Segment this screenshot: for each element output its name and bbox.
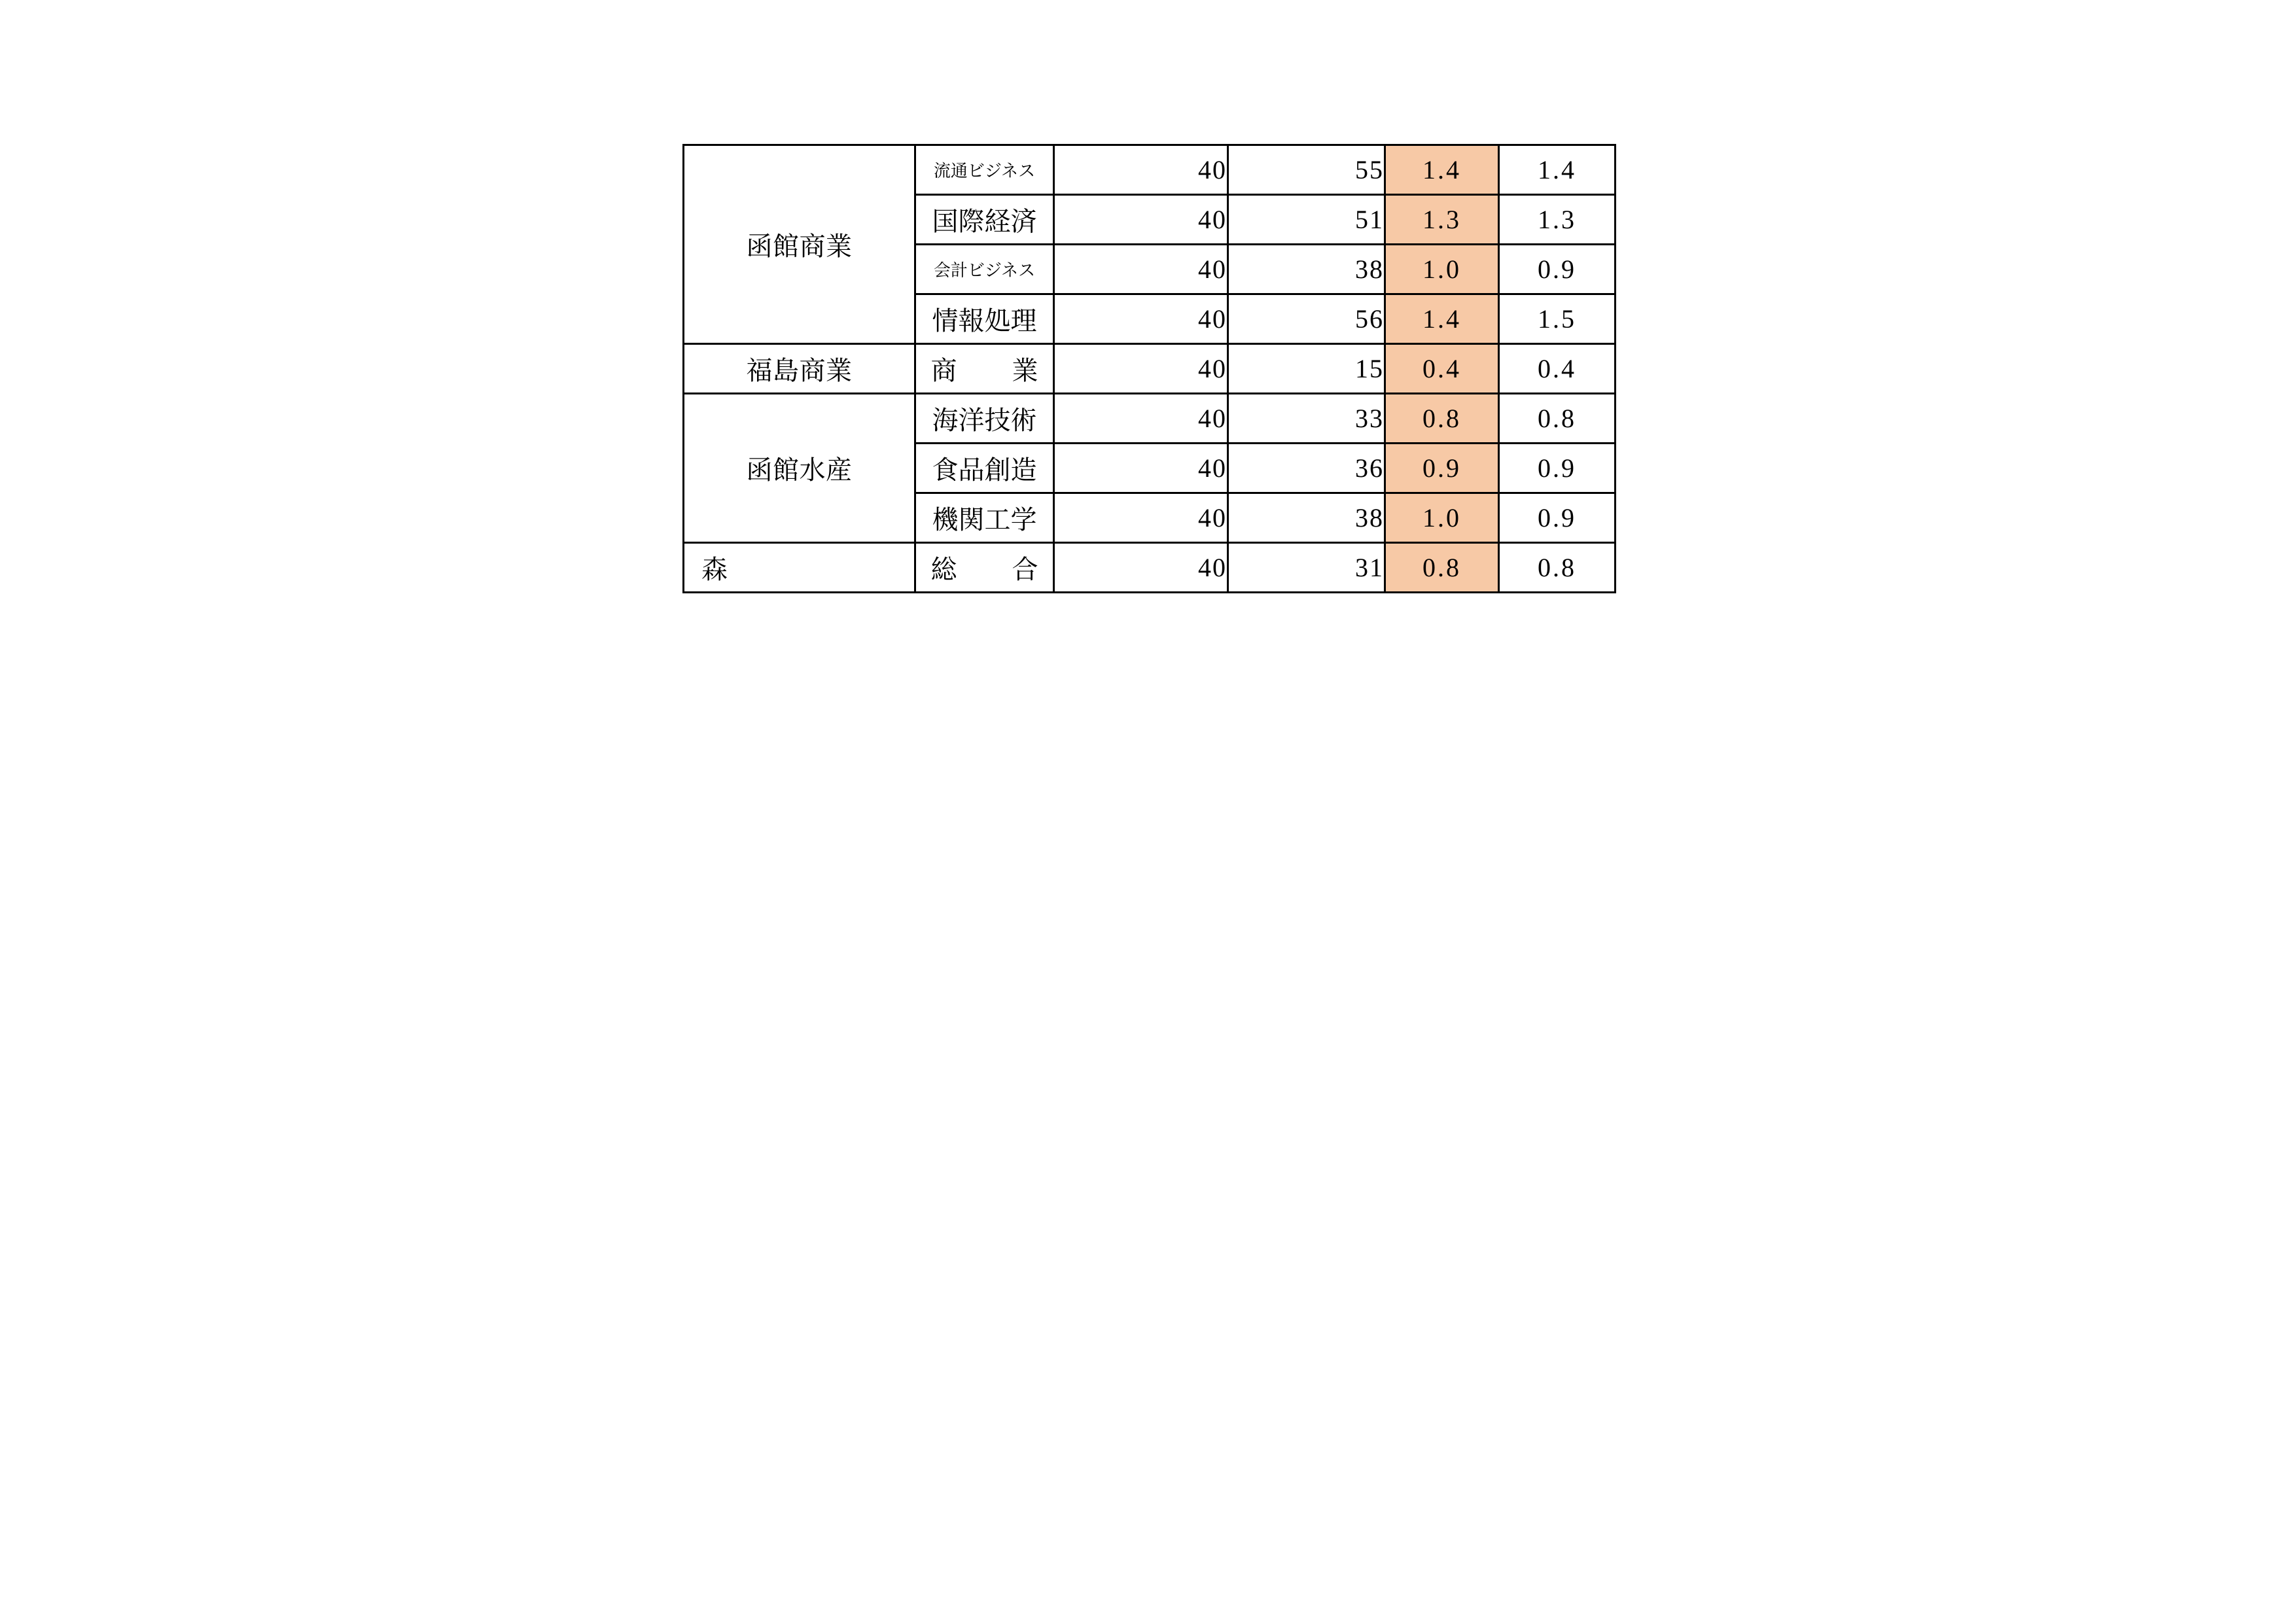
course-name-cell: 商 業 <box>915 344 1054 394</box>
applicants-cell: 55 <box>1228 145 1385 195</box>
previous-ratio-cell: 1.4 <box>1499 145 1616 195</box>
applicants-cell: 38 <box>1228 493 1385 543</box>
applicants-cell: 36 <box>1228 444 1385 493</box>
capacity-cell: 40 <box>1054 444 1228 493</box>
applicants-cell: 56 <box>1228 294 1385 344</box>
ratio-cell: 1.4 <box>1385 145 1499 195</box>
table-body <box>684 145 1616 593</box>
course-name-cell: 機関工学 <box>915 493 1054 543</box>
ratio-cell: 0.4 <box>1385 344 1499 394</box>
previous-ratio-cell: 1.3 <box>1499 195 1616 245</box>
previous-ratio-cell: 0.8 <box>1499 394 1616 444</box>
spreadsheet-area <box>682 144 1616 593</box>
course-name-cell: 流通ビジネス <box>915 145 1054 195</box>
course-name-cell: 総 合 <box>915 543 1054 593</box>
ratio-cell: 0.8 <box>1385 543 1499 593</box>
applicants-cell: 51 <box>1228 195 1385 245</box>
capacity-cell: 40 <box>1054 195 1228 245</box>
capacity-cell: 40 <box>1054 493 1228 543</box>
ratio-cell: 1.0 <box>1385 245 1499 294</box>
course-name-cell: 食品創造 <box>915 444 1054 493</box>
applicants-cell: 38 <box>1228 245 1385 294</box>
school-name-cell: 福島商業 <box>684 344 915 394</box>
capacity-cell: 40 <box>1054 245 1228 294</box>
applicants-cell: 33 <box>1228 394 1385 444</box>
previous-ratio-cell: 0.4 <box>1499 344 1616 394</box>
table-row <box>684 394 1616 444</box>
course-name-cell: 会計ビジネス <box>915 245 1054 294</box>
previous-ratio-cell: 0.8 <box>1499 543 1616 593</box>
school-name-cell: 函館水産 <box>684 394 915 543</box>
ratio-cell: 0.8 <box>1385 394 1499 444</box>
ratio-cell: 1.0 <box>1385 493 1499 543</box>
ratio-cell: 0.9 <box>1385 444 1499 493</box>
applicant-ratio-table <box>682 144 1616 593</box>
capacity-cell: 40 <box>1054 543 1228 593</box>
course-name-cell: 国際経済 <box>915 195 1054 245</box>
table-row <box>684 543 1616 593</box>
table-row <box>684 145 1616 195</box>
applicants-cell: 15 <box>1228 344 1385 394</box>
school-name-cell: 森 <box>684 543 915 593</box>
previous-ratio-cell: 1.5 <box>1499 294 1616 344</box>
capacity-cell: 40 <box>1054 145 1228 195</box>
applicants-cell: 31 <box>1228 543 1385 593</box>
capacity-cell: 40 <box>1054 294 1228 344</box>
table-row <box>684 344 1616 394</box>
previous-ratio-cell: 0.9 <box>1499 245 1616 294</box>
previous-ratio-cell: 0.9 <box>1499 444 1616 493</box>
capacity-cell: 40 <box>1054 344 1228 394</box>
course-name-cell: 海洋技術 <box>915 394 1054 444</box>
ratio-cell: 1.3 <box>1385 195 1499 245</box>
course-name-cell: 情報処理 <box>915 294 1054 344</box>
ratio-cell: 1.4 <box>1385 294 1499 344</box>
capacity-cell: 40 <box>1054 394 1228 444</box>
school-name-cell: 函館商業 <box>684 145 915 344</box>
previous-ratio-cell: 0.9 <box>1499 493 1616 543</box>
